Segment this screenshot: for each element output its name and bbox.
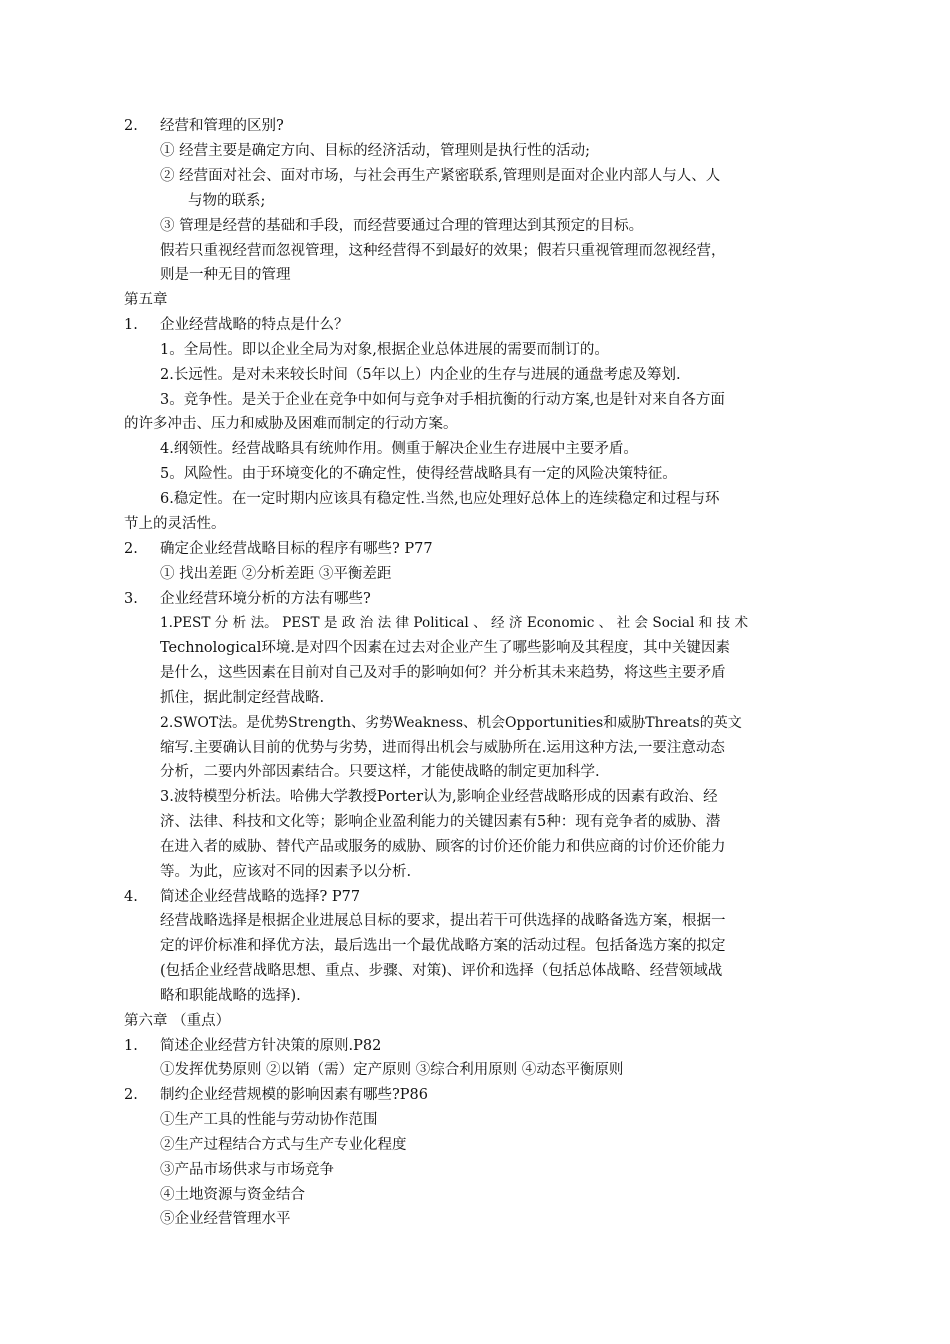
answer-item: ①生产工具的性能与劳动协作范围 [160,1112,378,1128]
question-title: 企业经营战略的特点是什么？ [160,317,349,333]
question-number: 1. [124,1038,138,1054]
answer-item: ④土地资源与资金结合 [160,1187,305,1203]
question-number: 1. [124,317,138,333]
answer-item: ③ 管理是经营的基础和手段，而经营要通过合理的管理达到其预定的目标。 [160,218,644,234]
answer-line: 2.长远性。是对未来较长时间（5年以上）内企业的生存与进展的通盘考虑及筹划. [160,367,681,383]
answer-line: 定的评价标准和择优方法，最后选出一个最优战略方案的活动过程。包括备选方案的拟定 [160,938,726,954]
answer-line: 济、法律、科技和文化等；影响企业盈利能力的关键因素有5种：现有竞争者的威胁、潜 [160,814,721,830]
answer-line: 5。风险性。由于环境变化的不确定性，使得经营战略具有一定的风险决策特征。 [160,466,677,482]
answer-item-continued: 与物的联系; [188,193,266,209]
answer-line: 4.纲领性。经营战略具有统帅作用。侧重于解决企业生存进展中主要矛盾。 [160,441,638,457]
question-number: 2. [124,118,138,134]
answer-line: 抓住，据此制定经营战略. [160,690,325,706]
question-number: 2. [124,1087,138,1103]
answer-line: 在进入者的威胁、替代产品或服务的威胁、顾客的讨价还价能力和供应商的讨价还价能力 [160,839,726,855]
question-title: 企业经营环境分析的方法有哪些? [160,591,371,607]
answer-line: 缩写.主要确认目前的优势与劣势，进而得出机会与威胁所在.运用这种方法,一要注意动态 [160,740,725,756]
question-title: 经营和管理的区别? [160,118,284,134]
answer-item: ③产品市场供求与市场竞争 [160,1162,334,1178]
answer-note: 则是一种无目的管理 [160,267,291,283]
answer-line: (包括企业经营战略思想、重点、步骤、对策)、评价和选择（包括总体战略、经营领域战 [160,963,723,979]
answer-line: 是什么，这些因素在目前对自己及对手的影响如何？并分析其未来趋势，将这些主要矛盾 [160,665,726,681]
answer-line: 1.PEST 分 析 法。 PEST 是 政 治 法 律 Political 、 经 济 Economic 、 社 会 Social 和 技 术 [160,615,749,631]
answer-line: 6.稳定性。在一定时期内应该具有稳定性.当然,也应处理好总体上的连续稳定和过程与环 [160,491,720,507]
answer-line: 的许多冲击、压力和威胁及困难而制定的行动方案。 [124,416,458,432]
question-number: 4. [124,889,138,905]
answer-item: ②生产过程结合方式与生产专业化程度 [160,1137,407,1153]
chapter-heading: 第五章 [124,292,168,308]
answer-line: 节上的灵活性。 [124,516,226,532]
answer-line: 3.波特模型分析法。哈佛大学教授Porter认为,影响企业经营战略形成的因素有政治、经 [160,789,718,805]
answer-line: 1。全局性。即以企业全局为对象,根据企业总体进展的需要而制订的。 [160,342,609,358]
question-title: 简述企业经营方针决策的原则.P82 [160,1038,382,1054]
answer-line: Technological环境.是对四个因素在过去对企业产生了哪些影响及其程度，其中关键因素 [160,640,730,656]
answer-note: 假若只重视经营而忽视管理，这种经营得不到最好的效果；假若只重视管理而忽视经营， [160,243,726,259]
answer-line: 经营战略选择是根据企业进展总目标的要求，提出若干可供选择的战略备选方案，根据一 [160,913,726,929]
question-number: 3. [124,591,138,607]
answer-item: ⑤企业经营管理水平 [160,1211,291,1227]
answer-line: 3。竞争性。是关于企业在竞争中如何与竞争对手相抗衡的行动方案,也是针对来自各方面 [160,392,725,408]
answer-line: 分析，二要内外部因素结合。只要这样，才能使战略的制定更加科学. [160,764,600,780]
question-title: 确定企业经营战略目标的程序有哪些? P77 [160,541,433,557]
question-title: 制约企业经营规模的影响因素有哪些?P86 [160,1087,428,1103]
question-number: 2. [124,541,138,557]
answer-line: 等。为此，应该对不同的因素予以分析. [160,864,412,880]
answer-line: ①发挥优势原则 ②以销（需）定产原则 ③综合利用原则 ④动态平衡原则 [160,1062,624,1078]
answer-line: 2.SWOT法。是优势Strength、劣势Weakness、机会Opportunities和威胁Threats的英文 [160,715,742,731]
answer-line: ① 找出差距 ②分析差距 ③平衡差距 [160,566,392,582]
answer-line: 略和职能战略的选择). [160,988,301,1004]
chapter-heading: 第六章 （重点） [124,1013,231,1029]
question-title: 简述企业经营战略的选择? P77 [160,889,361,905]
answer-item: ② 经营面对社会、面对市场，与社会再生产紧密联系,管理则是面对企业内部人与人、人 [160,168,721,184]
answer-item: ① 经营主要是确定方向、目标的经济活动，管理则是执行性的活动; [160,143,590,159]
